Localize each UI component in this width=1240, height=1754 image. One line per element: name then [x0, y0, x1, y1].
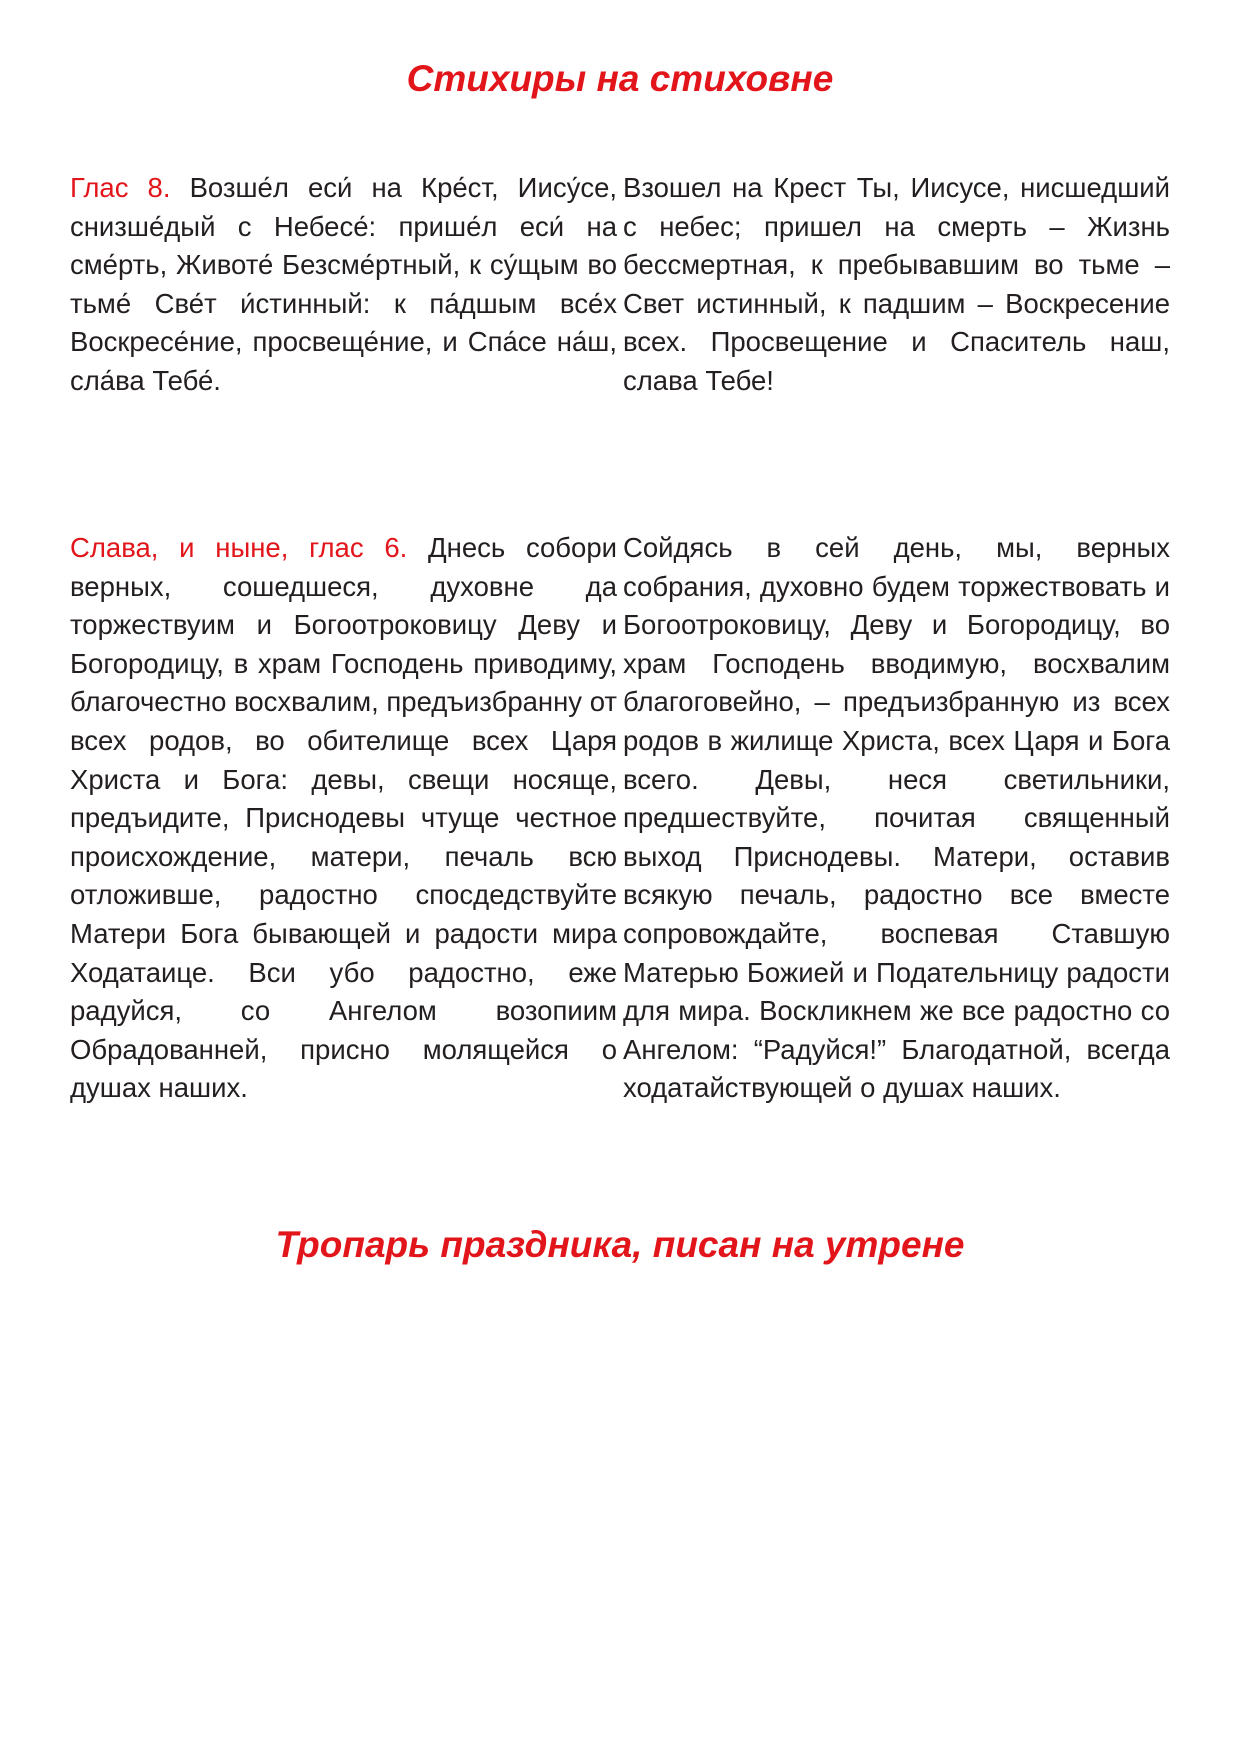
russian-column [623, 529, 1170, 1108]
tone-label: Слава, и ныне, глас 6. [70, 532, 408, 563]
tone-label: Глас 8. [70, 172, 171, 203]
section-heading-troparion: Тропарь праздника, писан на утрене [275, 1224, 965, 1265]
church-slavonic-text: Днесь собори верных, сошедшеся, духовне да торжествуим и Богоотроковицу Деву и Богородицу, в храм Господень приводиму, благочестно восхвалим, предъизбранну от всех родов, во обителище всех Царя Христа и Бога: девы, свещи носяще, предъидите, Приснодевы чтуще честное происхождение, матери, печаль всю отложивше, радостно спосдедствуйте Матери Бога бывающей и радости мира Ходатаице. Вси убо радостно, еже радуйся, со Ангелом возопиим Обрадованней, присно молящейся о душах наших. [70, 532, 618, 1104]
church-slavonic-column [70, 169, 617, 401]
russian-text: Сойдясь в сей день, мы, верных собрания, духовно будем торжествовать и Богоотроковицу, Деву и Богородицу, во храм Господень вводимую, восхвалим благоговейно, – предъизбранную из всех родов в жилище Христа, всех Царя и Бога всего. Девы, неся светильники, предшествуйте, почитая священный выход Приснодевы. Матери, оставив всякую печаль, радостно все вместе сопровождайте, воспевая Ставшую Матерью Божией и Подательницу радости для мира. Воскликнем же все радостно со Ангелом: “Радуйся!” Благодатной, всегда ходатайствующей о душах наших. [623, 532, 1170, 1104]
verse-section [70, 169, 1170, 401]
russian-column [623, 169, 1170, 401]
verse-section [70, 529, 1170, 1108]
russian-text: Взошел на Крест Ты, Иисусе, нисшедший с небес; пришел на смерть – Жизнь бессмертная, к пребывавшим во тьме – Свет истинный, к падшим – Воскресение всех. Просвещение и Спаситель наш, слава Тебе! [623, 172, 1170, 396]
section-heading-stichera: Стихиры на стиховне [406, 58, 834, 99]
church-slavonic-text: Возше́л еси́ на Кре́ст, Иису́се, снизше́дый с Небесе́: прише́л еси́ на сме́рть, Животе́ Безсме́ртный, к су́щым во тьме́ Све́т и́стинный: к па́дшым все́х Воскресе́ние, просвеще́ние, и Спа́се на́ш, сла́ва Тебе́. [70, 172, 617, 396]
church-slavonic-column [70, 529, 617, 1108]
